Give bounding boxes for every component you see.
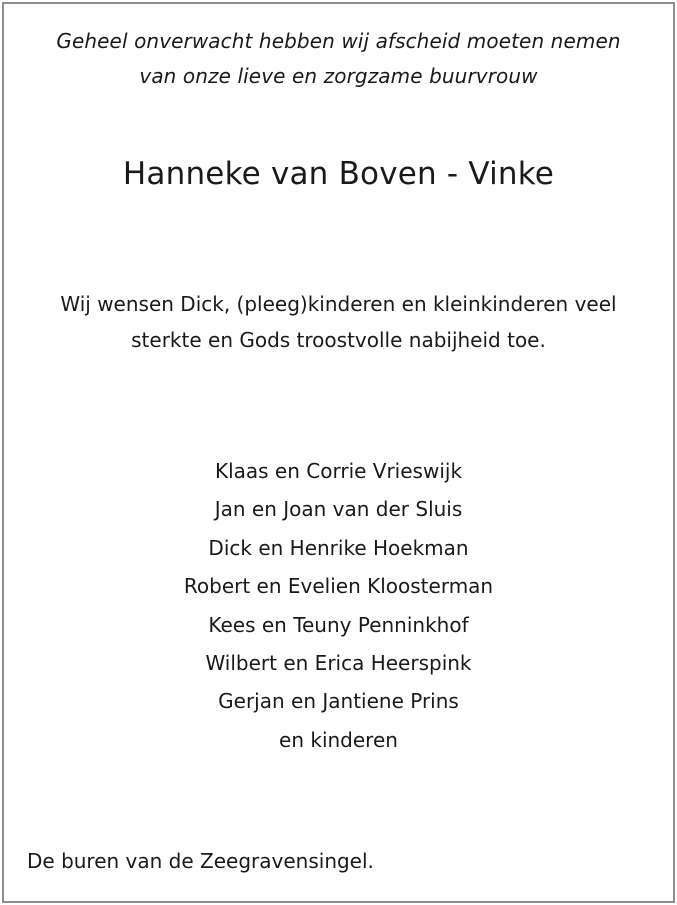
neighbour-list — [4, 452, 673, 759]
message-line: sterkte en Gods troostvolle nabijheid toe. — [131, 328, 546, 352]
intro-line: Geheel onverwacht hebben wij afscheid moeten nemen — [56, 29, 621, 53]
neighbour-entry: Robert en Evelien Kloosterman — [183, 574, 494, 599]
neighbour-entry: Gerjan en Jantiene Prins — [218, 689, 459, 714]
intro-line: van onze lieve en zorgzame buurvrouw — [139, 64, 538, 88]
neighbour-entry: Klaas en Corrie Vrieswijk — [214, 459, 463, 483]
condolence-message — [4, 286, 673, 358]
neighbour-entry: Jan en Joan van der Sluis — [214, 497, 463, 522]
condolence-notice — [2, 2, 675, 903]
signature: De buren van de Zeegravensingel. — [27, 849, 374, 873]
neighbour-entry: Kees en Teuny Penninkhof — [208, 612, 469, 637]
intro-text — [4, 24, 673, 94]
neighbour-entry: en kinderen — [279, 727, 398, 752]
deceased-name: Hanneke van Boven - Vinke — [122, 156, 555, 192]
message-line: Wij wensen Dick, (pleeg)kinderen en kleinkinderen veel — [60, 292, 617, 316]
neighbour-entry: Dick en Henrike Hoekman — [208, 535, 469, 560]
neighbour-entry: Wilbert en Erica Heerspink — [205, 651, 472, 676]
